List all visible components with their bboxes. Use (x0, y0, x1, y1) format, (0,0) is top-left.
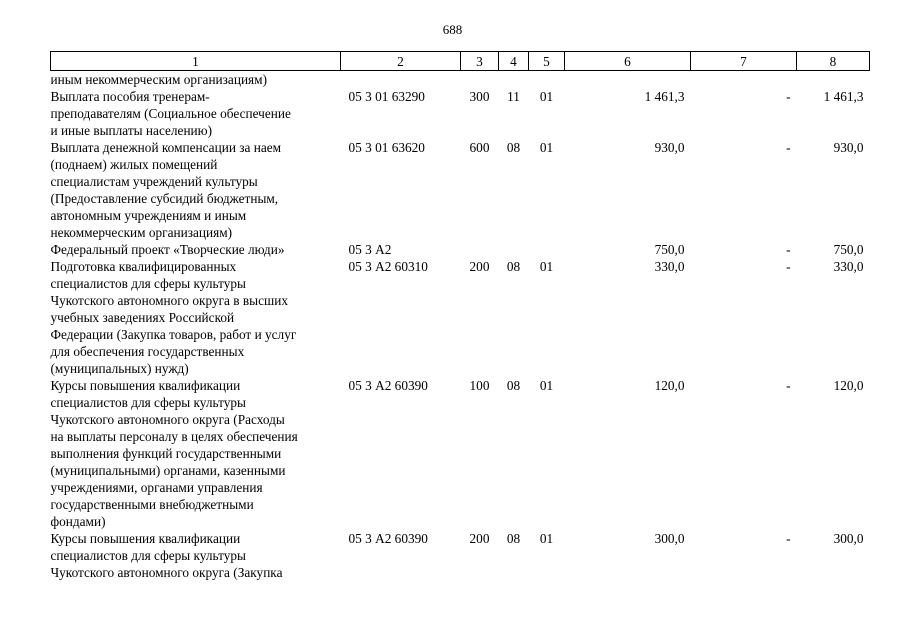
row-col8 (797, 71, 870, 89)
row-col5: 01 (539, 259, 554, 274)
row-col4: 08 (506, 140, 521, 155)
row-name: Курсы повышения квалификации специалистов для сферы культуры Чукотского автономного округа (Закупка (50, 531, 283, 580)
table-row (51, 241, 870, 258)
row-col7: - (786, 242, 791, 257)
row-code: 05 3 А2 60310 (348, 259, 428, 274)
column-header-1: 1 (51, 52, 341, 71)
row-col3: 300 (469, 89, 490, 104)
row-name: Выплата пособия тренерам- преподавателям (Социальное обеспечение и иные выплаты населению) (50, 89, 291, 138)
row-col6: 330,0 (654, 259, 685, 274)
row-col7: - (786, 259, 791, 274)
row-col8: 930,0 (833, 140, 864, 155)
row-col4 (499, 241, 529, 258)
row-col8: 120,0 (833, 378, 864, 393)
row-col8: 1 461,3 (823, 89, 864, 104)
row-col4: 11 (507, 89, 520, 104)
row-col6: 930,0 (654, 140, 685, 155)
row-col7: - (786, 140, 791, 155)
row-col3: 100 (469, 378, 490, 393)
table-row (51, 139, 870, 241)
row-col5: 01 (539, 378, 554, 393)
row-col8: 750,0 (833, 242, 864, 257)
table-row (51, 258, 870, 377)
row-col5 (529, 71, 565, 89)
budget-table (50, 51, 870, 581)
row-col6: 120,0 (654, 378, 685, 393)
table-row (51, 530, 870, 581)
column-header-2: 2 (341, 52, 461, 71)
row-code: 05 3 01 63290 (348, 89, 425, 104)
header-row (51, 52, 870, 71)
row-col7 (691, 71, 797, 89)
row-col7: - (786, 89, 791, 104)
column-header-3: 3 (461, 52, 499, 71)
row-col6: 750,0 (654, 242, 685, 257)
row-name: Курсы повышения квалификации специалистов для сферы культуры Чукотского автономного округа (Расходы на выплаты персоналу в целях обеспечения выполнения функций государственными (муниципальными) органами, казенными учреждениями, органами управления государственными внебюджетными фондами) (50, 378, 298, 529)
row-col5 (529, 241, 565, 258)
row-col4: 08 (506, 531, 521, 546)
row-col3: 200 (469, 259, 490, 274)
row-name: Выплата денежной компенсации за наем (поднаем) жилых помещений специалистам учреждений культуры (Предоставление субсидий бюджетным, автономным учреждениям и иным некоммерческим организациям) (50, 140, 282, 240)
row-col4 (499, 71, 529, 89)
row-col3 (461, 71, 499, 89)
row-col7: - (786, 531, 791, 546)
row-col3: 200 (469, 531, 490, 546)
column-header-5: 5 (529, 52, 565, 71)
row-code: 05 3 01 63620 (348, 140, 425, 155)
row-name: иным некоммерческим организациям) (50, 72, 268, 87)
page-number: 688 (442, 22, 463, 37)
row-code (341, 71, 461, 89)
row-code: 05 3 А2 (348, 242, 392, 257)
column-header-4: 4 (499, 52, 529, 71)
row-col6 (565, 71, 691, 89)
row-col6: 300,0 (654, 531, 685, 546)
row-name: Подготовка квалифицированных специалистов для сферы культуры Чукотского автономного округа в высших учебных заведениях Российской Федерации (Закупка товаров, работ и услуг для обеспечения государственных (муниципальных) нужд) (50, 259, 297, 376)
row-col3: 600 (469, 140, 490, 155)
row-col5: 01 (539, 531, 554, 546)
column-header-8: 8 (797, 52, 870, 71)
row-code: 05 3 А2 60390 (348, 378, 428, 393)
row-col5: 01 (539, 140, 554, 155)
row-col5: 01 (539, 89, 554, 104)
row-col4: 08 (506, 259, 521, 274)
column-header-6: 6 (565, 52, 691, 71)
row-col4: 08 (506, 378, 521, 393)
row-col6: 1 461,3 (644, 89, 685, 104)
row-code: 05 3 А2 60390 (348, 531, 428, 546)
row-col7: - (786, 378, 791, 393)
row-col8: 300,0 (833, 531, 864, 546)
row-name: Федеральный проект «Творческие люди» (50, 242, 285, 257)
table-row (51, 88, 870, 139)
row-col3 (461, 241, 499, 258)
column-header-7: 7 (691, 52, 797, 71)
table-row (51, 71, 870, 89)
table-row (51, 377, 870, 530)
row-col8: 330,0 (833, 259, 864, 274)
